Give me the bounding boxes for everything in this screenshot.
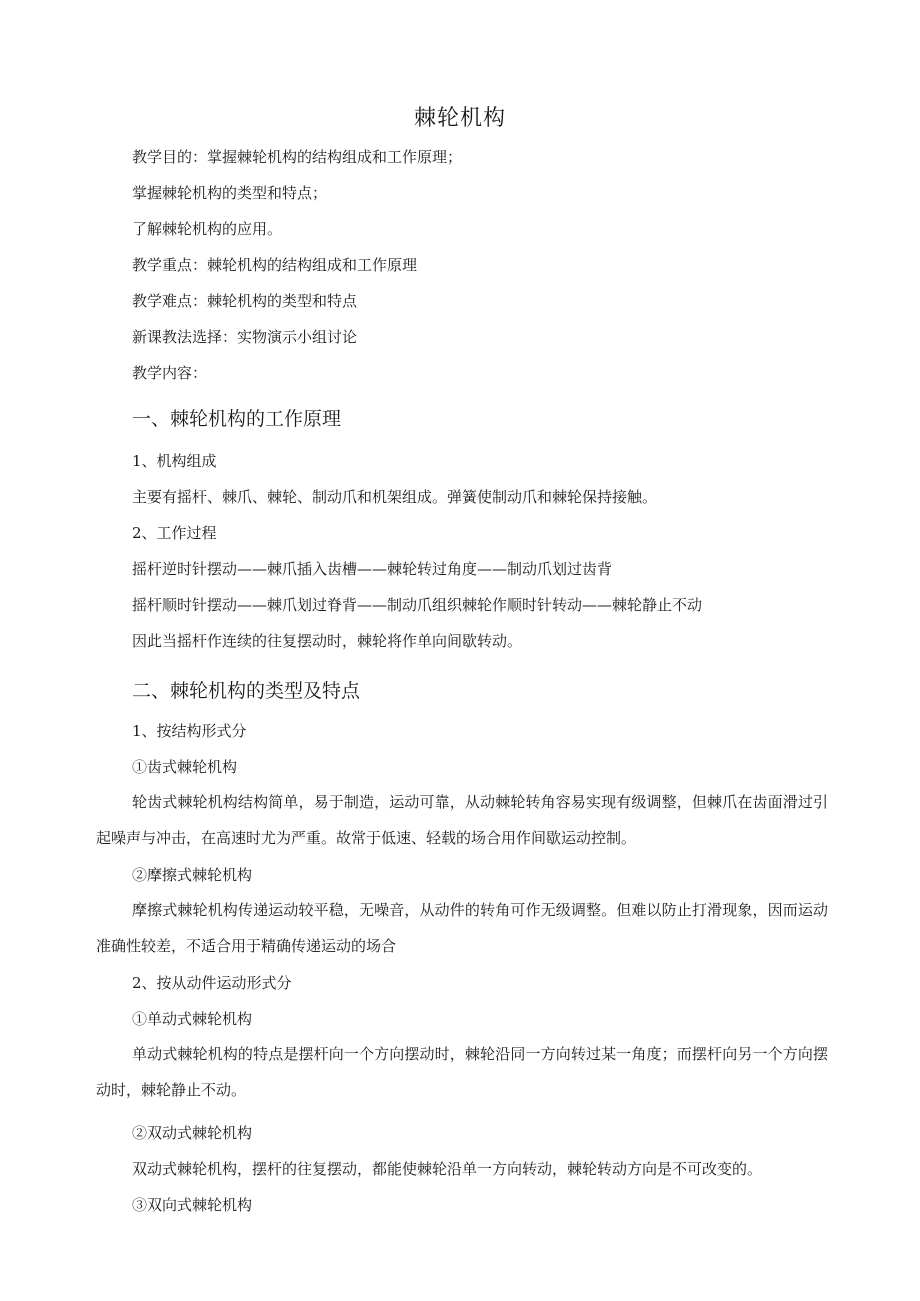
process-conclusion: 因此当摇杆作连续的往复摆动时，棘轮将作单向间歇转动。	[132, 632, 523, 650]
item-tooth-ratchet-text: 轮齿式棘轮机构结构简单，易于制造，运动可靠，从动棘轮转角容易实现有级调整，但棘爪在齿面滑过引起噪声与冲击，在高速时尤为严重。故常于低速、轻载的场合用作间歇运动控制。	[96, 793, 828, 847]
teaching-objective-3: 了解棘轮机构的应用。	[132, 220, 283, 238]
section1-heading: 一、棘轮机构的工作原理	[132, 408, 342, 430]
teaching-objective-1: 教学目的：掌握棘轮机构的结构组成和工作原理；	[132, 148, 463, 166]
item-double-action-ratchet: ②双动式棘轮机构	[132, 1124, 253, 1142]
document-title: 棘轮机构	[413, 106, 506, 131]
item-single-action-ratchet-text: 单动式棘轮机构的特点是摆杆向一个方向摆动时，棘轮沿同一方向转过某一角度；而摆杆向另一个方向摆动时，棘轮静止不动。	[96, 1045, 828, 1099]
item-friction-ratchet-text: 摩擦式棘轮机构传递运动较平稳，无噪音，从动件的转角可作无级调整。但难以防止打滑现象，因而运动准确性较差，不适合用于精确传递运动的场合	[96, 901, 828, 955]
section2-heading: 二、棘轮机构的类型及特点	[132, 680, 361, 702]
item-tooth-ratchet: ①齿式棘轮机构	[132, 758, 238, 776]
teaching-content-label: 教学内容：	[132, 364, 208, 382]
item-double-action-ratchet-text: 双动式棘轮机构，摆杆的往复摆动，都能使棘轮沿单一方向转动，棘轮转动方向是不可改变的。	[132, 1160, 763, 1178]
section1-sub2: 2、工作过程	[132, 524, 217, 542]
section2-sub2: 2、按从动件运动形式分	[132, 974, 292, 992]
teaching-method: 新课教法选择：实物演示小组讨论	[132, 328, 358, 346]
teaching-key-point: 教学重点：棘轮机构的结构组成和工作原理	[132, 256, 418, 274]
section1-sub1: 1、机构组成	[132, 452, 217, 470]
teaching-objective-2: 掌握棘轮机构的类型和特点；	[132, 184, 328, 202]
process-step-2: 摇杆顺时针摆动——棘爪划过脊背——制动爪组织棘轮作顺时针转动——棘轮静止不动	[132, 596, 703, 614]
process-step-1: 摇杆逆时针摆动——棘爪插入齿槽——棘轮转过角度——制动爪划过齿背	[132, 560, 613, 578]
item-single-action-ratchet: ①单动式棘轮机构	[132, 1010, 253, 1028]
item-bidirectional-ratchet: ③双向式棘轮机构	[132, 1196, 253, 1214]
item-friction-ratchet: ②摩擦式棘轮机构	[132, 866, 253, 884]
section1-sub1-text: 主要有摇杆、棘爪、棘轮、制动爪和机架组成。弹簧使制动爪和棘轮保持接触。	[132, 488, 658, 506]
teaching-difficulty: 教学难点：棘轮机构的类型和特点	[132, 292, 358, 310]
section2-sub1: 1、按结构形式分	[132, 722, 247, 740]
